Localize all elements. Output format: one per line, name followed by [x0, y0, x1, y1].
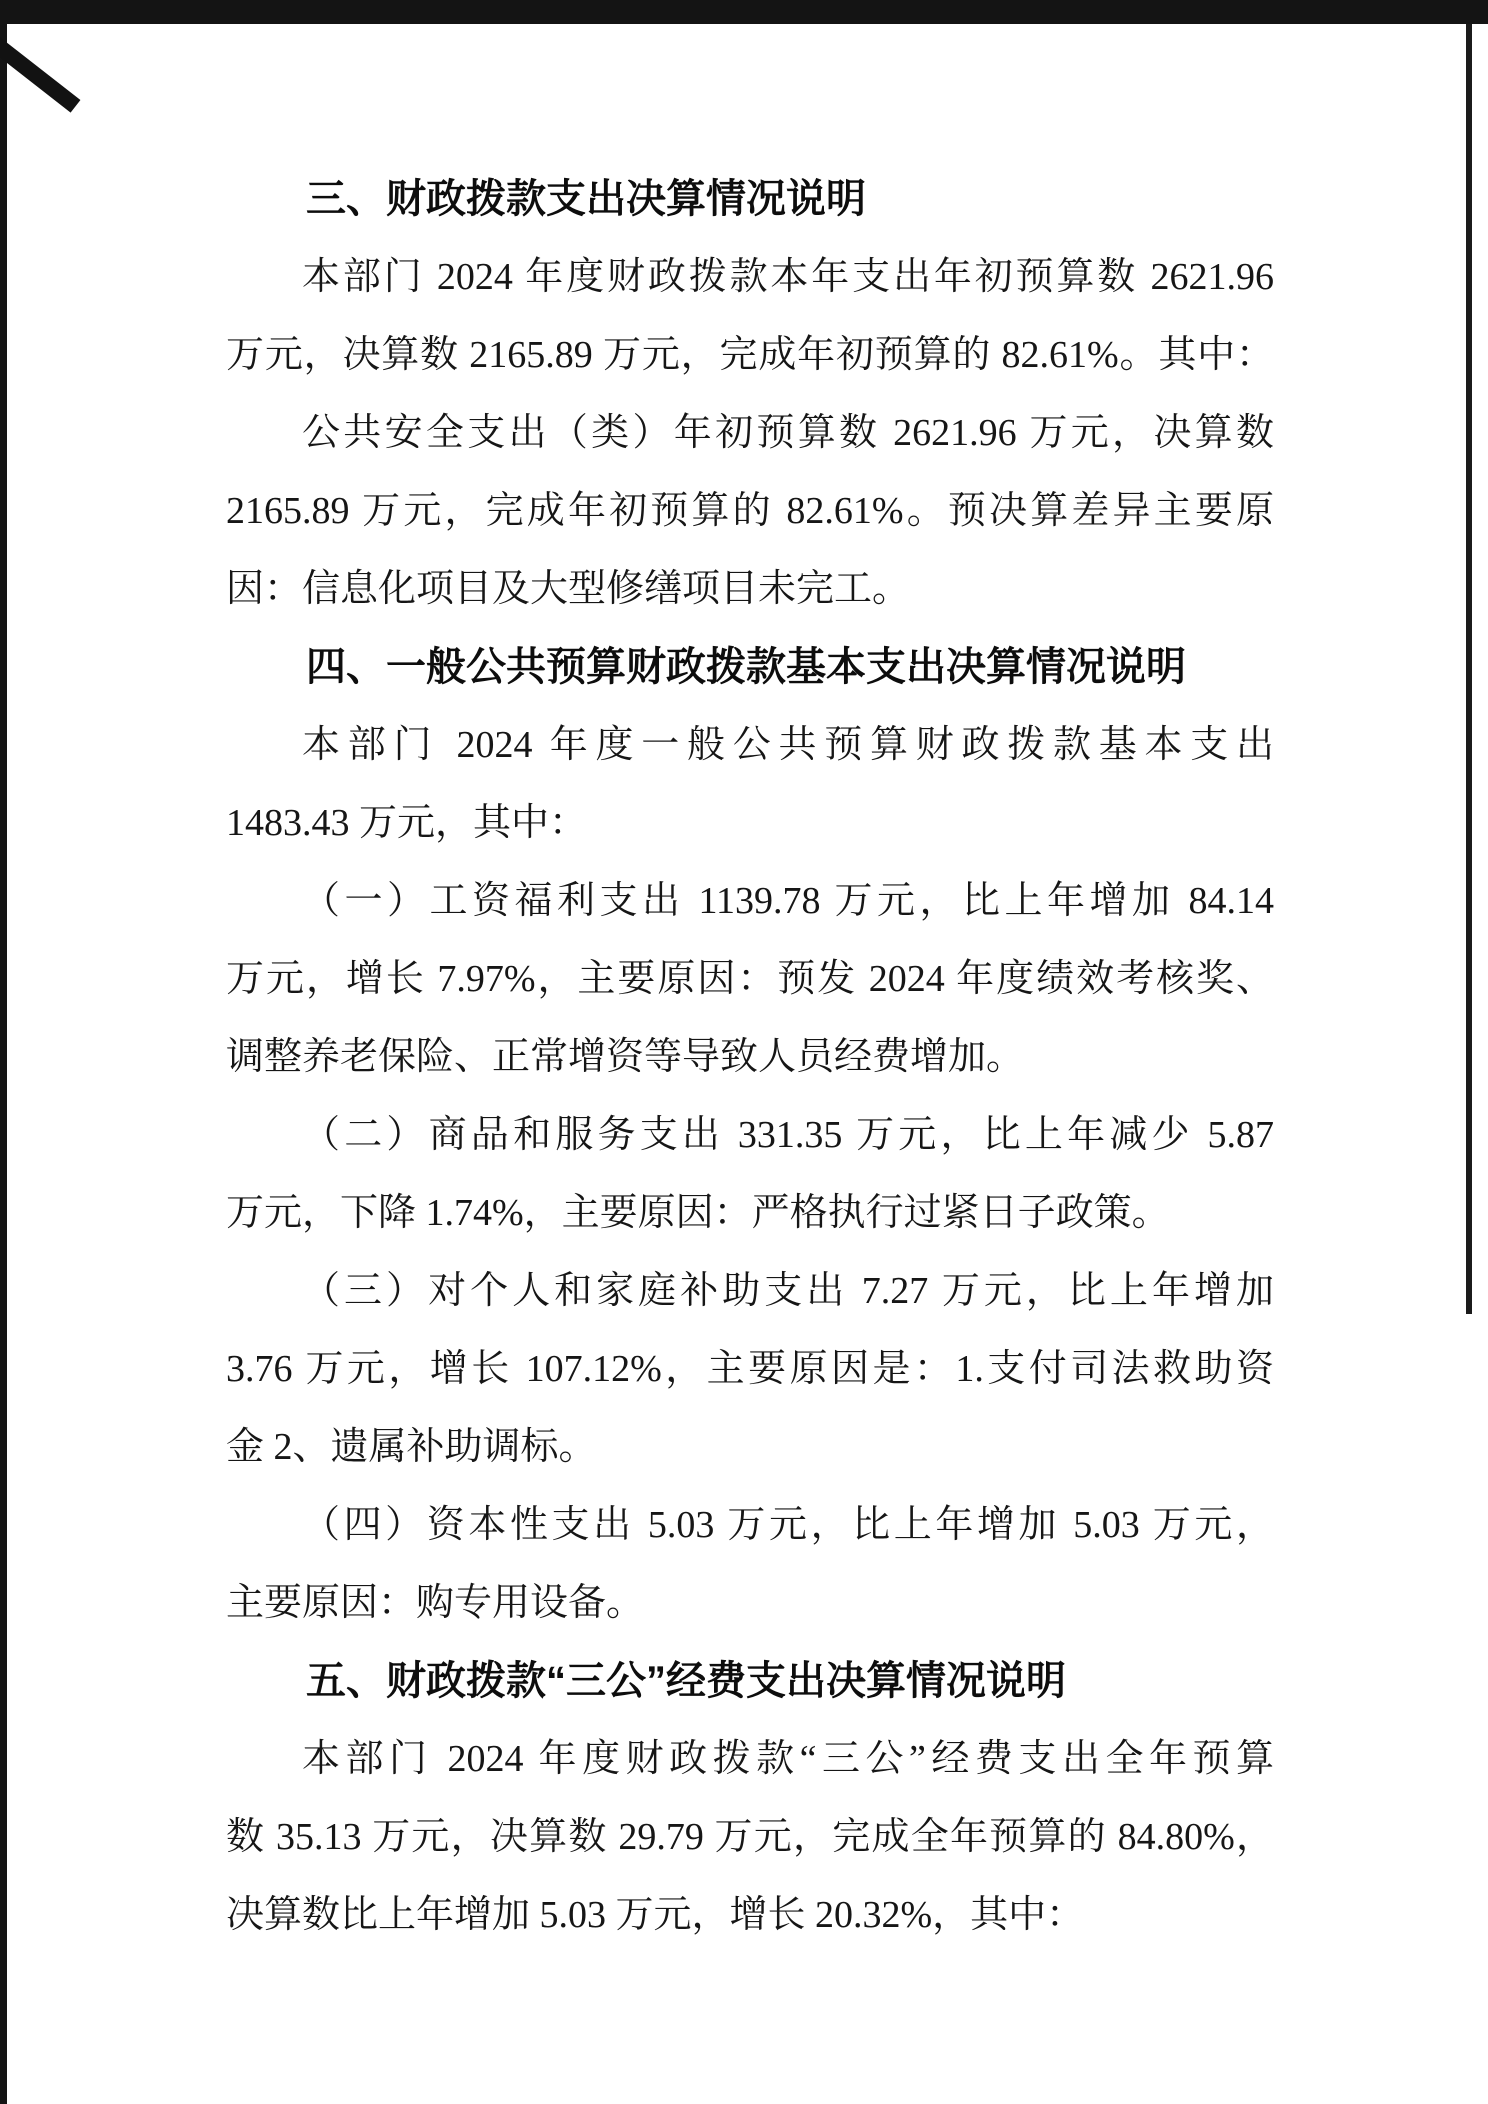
- section-heading: 四、一般公共预算财政拨款基本支出决算情况说明: [306, 645, 1186, 689]
- text-line: 万元，下降 1.74%，主要原因：严格执行过紧日子政策。: [226, 1192, 1170, 1234]
- text-line: 3.76 万元，增长 107.12%，主要原因是：1.支付司法救助资: [226, 1348, 1274, 1390]
- text-line: 数 35.13 万元，决算数 29.79 万元，完成全年预算的 84.80%，: [226, 1816, 1274, 1858]
- scan-artifact-left-edge: [0, 0, 7, 2104]
- document-body: [226, 160, 1274, 1954]
- text-line: 主要原因：购专用设备。: [226, 1582, 645, 1624]
- text-line: 因：信息化项目及大型修缮项目未完工。: [226, 568, 911, 610]
- text-line: 金 2、遗属补助调标。: [226, 1426, 597, 1468]
- scan-artifact-corner-mark: [0, 20, 80, 113]
- section-heading: 三、财政拨款支出决算情况说明: [306, 177, 866, 221]
- text-line: 万元，决算数 2165.89 万元，完成年初预算的 82.61%。其中：: [226, 334, 1274, 376]
- text-line: （四）资本性支出 5.03 万元，比上年增加 5.03 万元，: [302, 1504, 1274, 1546]
- section-heading: 五、财政拨款“三公”经费支出决算情况说明: [306, 1659, 1066, 1703]
- text-line: （二）商品和服务支出 331.35 万元，比上年减少 5.87: [302, 1114, 1274, 1156]
- text-line: （一）工资福利支出 1139.78 万元，比上年增加 84.14: [302, 880, 1274, 922]
- text-line: 决算数比上年增加 5.03 万元，增长 20.32%，其中：: [226, 1894, 1085, 1936]
- text-line: 本部门 2024 年度一般公共预算财政拨款基本支出: [302, 724, 1274, 766]
- text-line: 本部门 2024 年度财政拨款本年支出年初预算数 2621.96: [302, 256, 1274, 298]
- text-line: 万元，增长 7.97%，主要原因：预发 2024 年度绩效考核奖、: [226, 958, 1274, 1000]
- scan-artifact-top-edge: [0, 0, 1488, 24]
- text-line: 本部门 2024 年度财政拨款“三公”经费支出全年预算: [302, 1738, 1274, 1780]
- text-line: 公共安全支出（类）年初预算数 2621.96 万元，决算数: [302, 412, 1274, 454]
- scan-artifact-right-line: [1466, 24, 1472, 1314]
- text-line: 调整养老保险、正常增资等导致人员经费增加。: [226, 1036, 1025, 1078]
- text-line: （三）对个人和家庭补助支出 7.27 万元，比上年增加: [302, 1270, 1274, 1312]
- text-line: 2165.89 万元，完成年初预算的 82.61%。预决算差异主要原: [226, 490, 1274, 532]
- text-line: 1483.43 万元，其中：: [226, 802, 588, 844]
